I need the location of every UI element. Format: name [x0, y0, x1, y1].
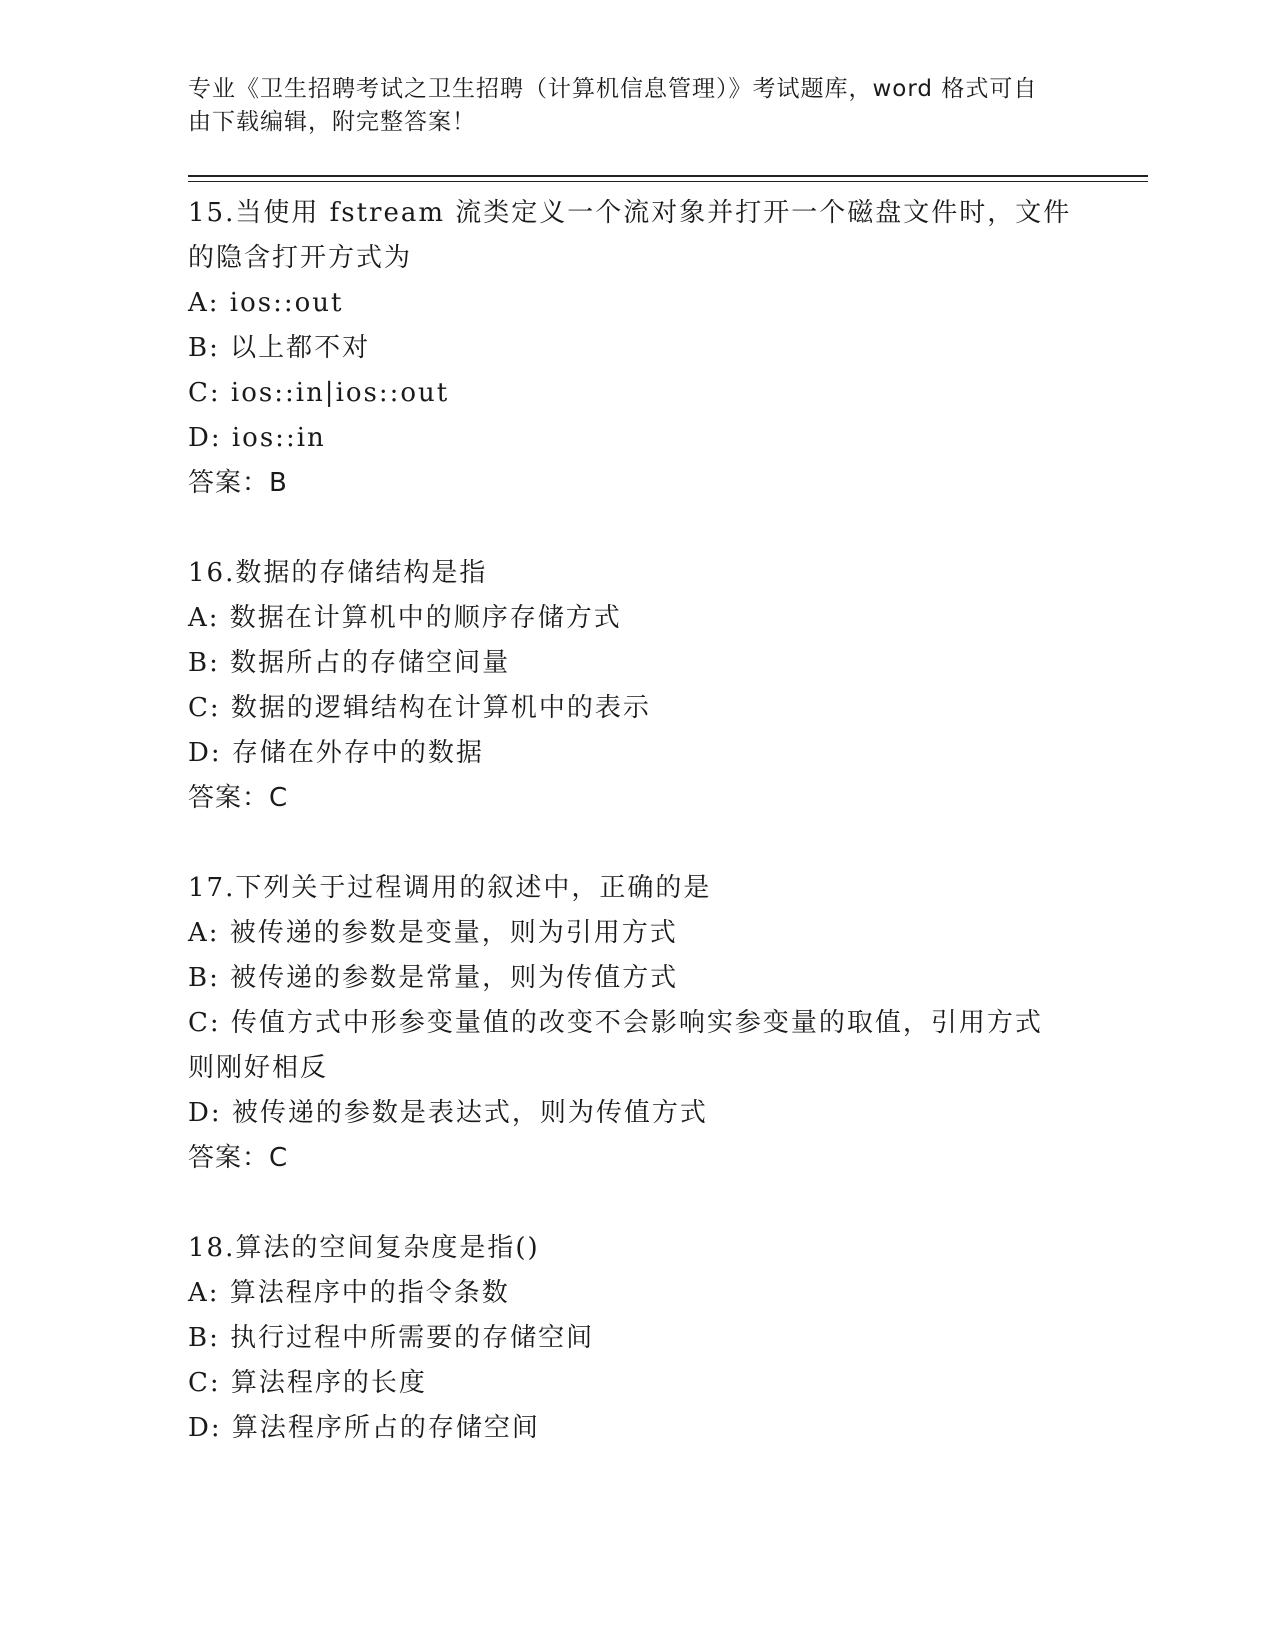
option-a: A: ios::out — [188, 288, 344, 318]
document-header — [188, 73, 1088, 139]
header-divider-thick — [188, 175, 1148, 177]
option-c: C: ios::in|ios::out — [188, 378, 450, 408]
question-stem-continued: 的隐含打开方式为 — [188, 243, 413, 273]
header-line-2: 由下载编辑，附完整答案！ — [188, 109, 476, 135]
question-18 — [188, 1226, 1088, 1451]
question-15 — [188, 191, 1088, 506]
option-d: D: 存储在外存中的数据 — [188, 738, 484, 768]
option-c: C: 传值方式中形参变量值的改变不会影响实参变量的取值，引用方式 — [188, 1008, 1043, 1038]
question-stem: 15.当使用 fstream 流类定义一个流对象并打开一个磁盘文件时，文件 — [188, 198, 1072, 228]
option-b: B: 以上都不对 — [188, 333, 371, 363]
option-c: C: 数据的逻辑结构在计算机中的表示 — [188, 693, 651, 723]
header-divider-thin — [188, 181, 1148, 182]
option-a: A: 算法程序中的指令条数 — [188, 1278, 510, 1308]
question-stem: 17.下列关于过程调用的叙述中，正确的是 — [188, 873, 712, 903]
option-a: A: 被传递的参数是变量，则为引用方式 — [188, 918, 678, 948]
question-stem: 16.数据的存储结构是指 — [188, 558, 488, 588]
answer-line: 答案：C — [188, 1143, 289, 1173]
option-c-continued: 则刚好相反 — [188, 1053, 329, 1083]
header-line-1: 专业《卫生招聘考试之卫生招聘（计算机信息管理）》考试题库，word 格式可自 — [188, 76, 1038, 102]
option-d: D: 被传递的参数是表达式，则为传值方式 — [188, 1098, 708, 1128]
option-d: D: 算法程序所占的存储空间 — [188, 1413, 540, 1443]
question-list — [188, 191, 1088, 1496]
option-a: A: 数据在计算机中的顺序存储方式 — [188, 603, 622, 633]
option-b: B: 被传递的参数是常量，则为传值方式 — [188, 963, 679, 993]
answer-line: 答案：C — [188, 783, 289, 813]
question-17 — [188, 866, 1088, 1181]
option-b: B: 数据所占的存储空间量 — [188, 648, 511, 678]
option-c: C: 算法程序的长度 — [188, 1368, 427, 1398]
answer-line: 答案：B — [188, 468, 288, 498]
option-b: B: 执行过程中所需要的存储空间 — [188, 1323, 595, 1353]
question-16 — [188, 551, 1088, 821]
option-d: D: ios::in — [188, 423, 326, 453]
question-stem: 18.算法的空间复杂度是指() — [188, 1233, 540, 1263]
